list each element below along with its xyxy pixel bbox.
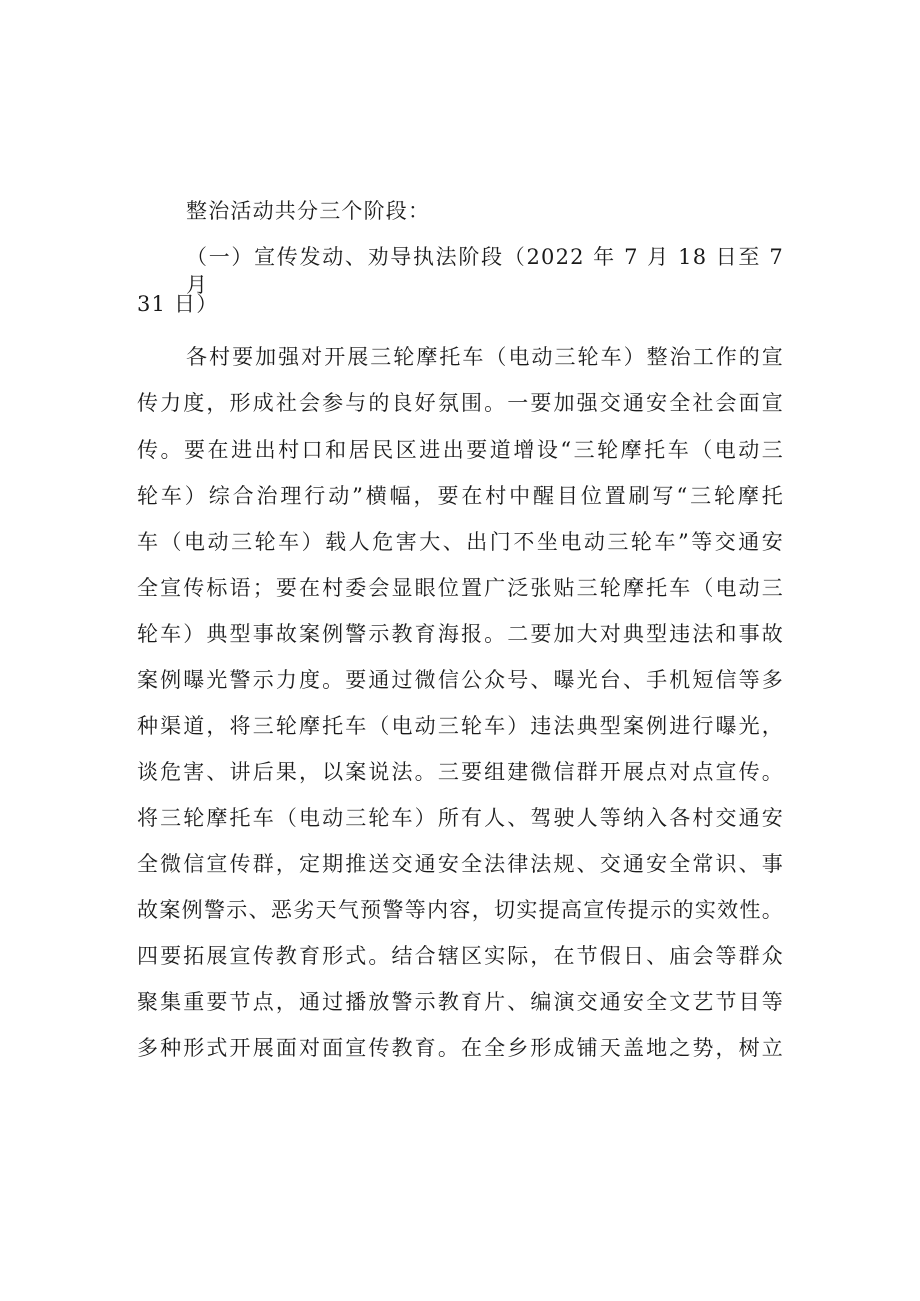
paragraph-line: 车（电动三轮车）载人危害大、出门不坐电动三轮车”等交通安 <box>137 530 784 554</box>
section-heading-line-2: 31 日） <box>137 292 219 316</box>
paragraph-line: 全微信宣传群，定期推送交通安全法律法规、交通安全常识、事 <box>137 852 784 876</box>
paragraph-line: 轮车）综合治理行动”横幅，要在村中醒目位置刷写“三轮摩托 <box>137 484 784 508</box>
section-heading-line-1: （一）宣传发动、劝导执法阶段（2022 年 7 月 18 日至 7 月 <box>186 245 784 297</box>
paragraph-line: 故案例警示、恶劣天气预警等内容，切实提高宣传提示的实效性。 <box>137 898 784 922</box>
paragraph-line: 四要拓展宣传教育形式。结合辖区实际，在节假日、庙会等群众 <box>137 944 784 968</box>
paragraph-line: 传。要在进出村口和居民区进出要道增设“三轮摩托车（电动三 <box>137 438 784 462</box>
paragraph-line: 多种形式开展面对面宣传教育。在全乡形成铺天盖地之势，树立 <box>137 1036 784 1060</box>
paragraph-line: 种渠道，将三轮摩托车（电动三轮车）违法典型案例进行曝光， <box>137 714 784 738</box>
paragraph-line: 案例曝光警示力度。要通过微信公众号、曝光台、手机短信等多 <box>137 668 784 692</box>
paragraph-line: 轮车）典型事故案例警示教育海报。二要加大对典型违法和事故 <box>137 622 784 646</box>
paragraph-line: 聚集重要节点，通过播放警示教育片、编演交通安全文艺节目等 <box>137 990 784 1014</box>
paragraph-line: 传力度，形成社会参与的良好氛围。一要加强交通安全社会面宣 <box>137 391 784 415</box>
intro-line: 整治活动共分三个阶段： <box>186 199 431 223</box>
paragraph-line: 谈危害、讲后果，以案说法。三要组建微信群开展点对点宣传。 <box>137 760 784 784</box>
paragraph-line: 各村要加强对开展三轮摩托车（电动三轮车）整治工作的宣 <box>186 345 784 369</box>
paragraph-line: 将三轮摩托车（电动三轮车）所有人、驾驶人等纳入各村交通安 <box>137 806 784 830</box>
paragraph-line: 全宣传标语；要在村委会显眼位置广泛张贴三轮摩托车（电动三 <box>137 576 784 600</box>
